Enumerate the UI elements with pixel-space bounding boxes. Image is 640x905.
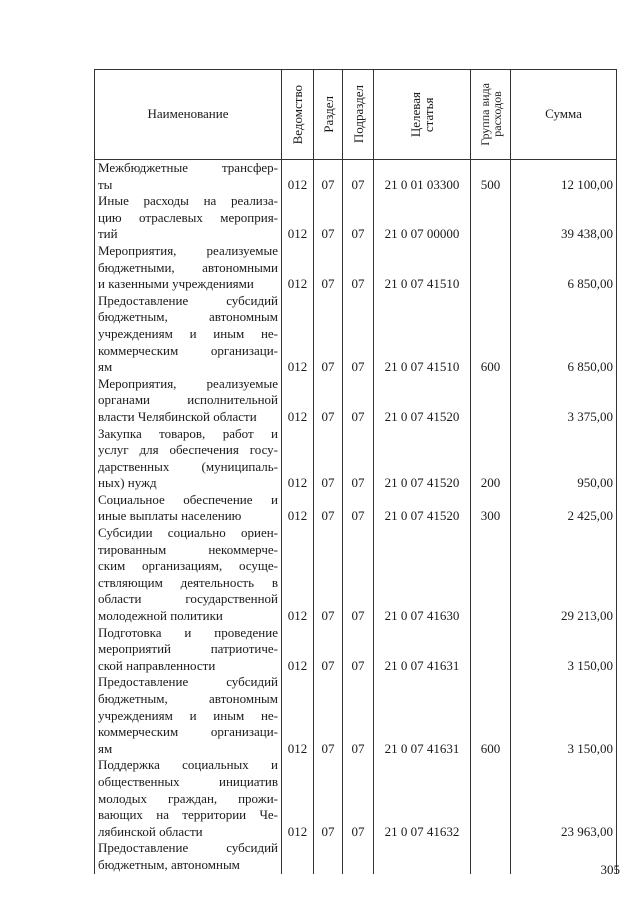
header-dept: Ведомство	[282, 70, 314, 160]
name-line: молодых граждан, прожи-	[98, 790, 278, 806]
cell-dept: 012	[282, 193, 314, 243]
cell-section: 07	[314, 293, 343, 376]
cell-target	[374, 840, 471, 873]
name-line: Мероприятия, реализуемые	[98, 375, 278, 391]
cell-section: 07	[314, 492, 343, 525]
cell-target: 21 0 07 41520	[374, 426, 471, 492]
cell-name	[95, 625, 282, 675]
name-line: Социальное обеспечение и	[98, 491, 278, 507]
cell-name	[95, 376, 282, 426]
cell-name	[95, 160, 282, 194]
cell-target: 21 0 07 41631	[374, 625, 471, 675]
name-line: коммерческим организаци-	[98, 724, 278, 740]
cell-dept: 012	[282, 492, 314, 525]
table-row	[95, 160, 617, 194]
name-line: цию отраслевых мероприя-	[98, 209, 278, 225]
name-line: учреждениям и иным не-	[98, 325, 278, 341]
cell-dept: 012	[282, 376, 314, 426]
cell-dept: 012	[282, 625, 314, 675]
cell-group: 300	[471, 492, 511, 525]
cell-dept: 012	[282, 757, 314, 840]
name-line: тий	[98, 226, 118, 242]
cell-dept: 012	[282, 674, 314, 757]
name-line: Закупка товаров, работ и	[98, 425, 278, 441]
table-row	[95, 243, 617, 293]
name-line: лябинской области	[98, 823, 203, 839]
cell-name	[95, 674, 282, 757]
name-line: вающих на территории Че-	[98, 807, 278, 823]
table-row	[95, 376, 617, 426]
cell-sum: 950,00	[511, 426, 617, 492]
cell-sum: 23 963,00	[511, 757, 617, 840]
name-line: ям	[98, 359, 113, 375]
table-body	[95, 160, 617, 874]
name-line: ям	[98, 740, 113, 756]
cell-name	[95, 525, 282, 625]
cell-dept: 012	[282, 243, 314, 293]
cell-target: 21 0 07 41520	[374, 376, 471, 426]
cell-section: 07	[314, 674, 343, 757]
name-line: Мероприятия, реализуемые	[98, 242, 278, 258]
cell-target: 21 0 01 03300	[374, 160, 471, 194]
cell-target: 21 0 07 41632	[374, 757, 471, 840]
name-line: мероприятий патриотиче-	[98, 641, 278, 657]
cell-section: 07	[314, 193, 343, 243]
cell-subsection: 07	[343, 674, 374, 757]
cell-group	[471, 525, 511, 625]
cell-section	[314, 840, 343, 873]
name-line: Предоставление субсидий	[98, 840, 278, 856]
name-line: Поддержка социальных и	[98, 757, 278, 773]
cell-section: 07	[314, 160, 343, 194]
cell-target: 21 0 07 41510	[374, 293, 471, 376]
cell-section: 07	[314, 426, 343, 492]
name-line: Иные расходы на реализа-	[98, 193, 278, 209]
cell-target: 21 0 07 41520	[374, 492, 471, 525]
name-line: бюджетным, автономным	[98, 856, 240, 872]
cell-dept: 012	[282, 293, 314, 376]
cell-section: 07	[314, 625, 343, 675]
cell-subsection: 07	[343, 426, 374, 492]
cell-group	[471, 757, 511, 840]
cell-sum: 3 150,00	[511, 674, 617, 757]
cell-subsection: 07	[343, 160, 374, 194]
cell-group: 200	[471, 426, 511, 492]
name-line: общественных инициатив	[98, 773, 278, 789]
name-line: тированным некоммерче-	[98, 541, 278, 557]
cell-subsection: 07	[343, 293, 374, 376]
budget-table	[94, 69, 617, 874]
cell-subsection: 07	[343, 625, 374, 675]
cell-name	[95, 426, 282, 492]
cell-dept: 012	[282, 160, 314, 194]
cell-name	[95, 492, 282, 525]
name-line: бюджетным, автономным	[98, 309, 278, 325]
table-row	[95, 525, 617, 625]
table-row	[95, 193, 617, 243]
cell-name	[95, 193, 282, 243]
name-line: коммерческим организаци-	[98, 342, 278, 358]
name-line: Подготовка и проведение	[98, 624, 278, 640]
name-line: бюджетным, автономным	[98, 691, 278, 706]
cell-sum: 39 438,00	[511, 193, 617, 243]
cell-target: 21 0 07 41631	[374, 674, 471, 757]
name-line: учреждениям и иным не-	[98, 707, 278, 723]
header-subsection: Подраздел	[343, 70, 374, 160]
name-line: власти Челябинской области	[98, 408, 257, 424]
cell-dept: 012	[282, 525, 314, 625]
name-line: Субсидии социально ориен-	[98, 525, 278, 541]
name-line: области государственной	[98, 591, 278, 607]
table-row	[95, 625, 617, 675]
cell-sum: 12 100,00	[511, 160, 617, 194]
cell-section: 07	[314, 757, 343, 840]
cell-subsection: 07	[343, 243, 374, 293]
name-line: Межбюджетные трансфер-	[98, 160, 278, 175]
cell-section: 07	[314, 376, 343, 426]
cell-sum: 6 850,00	[511, 293, 617, 376]
cell-group	[471, 193, 511, 243]
cell-group	[471, 840, 511, 873]
cell-name	[95, 243, 282, 293]
cell-subsection	[343, 840, 374, 873]
header-group: Группа вида расходов	[471, 70, 511, 160]
header-section: Раздел	[314, 70, 343, 160]
cell-group	[471, 243, 511, 293]
cell-subsection: 07	[343, 376, 374, 426]
cell-sum: 6 850,00	[511, 243, 617, 293]
header-name: Наименование	[95, 70, 282, 160]
cell-sum: 3 375,00	[511, 376, 617, 426]
table-row	[95, 840, 617, 873]
cell-section: 07	[314, 525, 343, 625]
name-line: бюджетными, автономными	[98, 259, 278, 275]
name-line: молодежной политики	[98, 608, 223, 624]
name-line: ных) нужд	[98, 475, 157, 491]
cell-sum: 3 150,00	[511, 625, 617, 675]
cell-group	[471, 625, 511, 675]
name-line: органами исполнительной	[98, 392, 278, 408]
name-line: иные выплаты населению	[98, 508, 242, 524]
cell-target: 21 0 07 00000	[374, 193, 471, 243]
cell-target: 21 0 07 41510	[374, 243, 471, 293]
name-line: и казенными учреждениями	[98, 276, 254, 292]
table-header-row	[95, 70, 617, 160]
cell-dept	[282, 840, 314, 873]
cell-dept: 012	[282, 426, 314, 492]
name-line: ским организациям, осуще-	[98, 558, 278, 574]
cell-group: 600	[471, 293, 511, 376]
cell-name	[95, 293, 282, 376]
header-sum: Сумма	[511, 70, 617, 160]
table-row	[95, 674, 617, 757]
cell-name	[95, 757, 282, 840]
table-row	[95, 426, 617, 492]
name-line: ствляющим деятельность в	[98, 574, 278, 590]
header-target: Целевая статья	[374, 70, 471, 160]
cell-group: 500	[471, 160, 511, 194]
page-number: 305	[600, 862, 620, 877]
table-row	[95, 757, 617, 840]
name-line: ской направленности	[98, 657, 216, 673]
name-line: ты	[98, 176, 113, 192]
name-line: услуг для обеспечения госу-	[98, 442, 278, 458]
table-row	[95, 492, 617, 525]
cell-sum: 29 213,00	[511, 525, 617, 625]
table-row	[95, 293, 617, 376]
name-line: Предоставление субсидий	[98, 674, 278, 690]
name-line: Предоставление субсидий	[98, 292, 278, 308]
cell-group	[471, 376, 511, 426]
name-line: дарственных (муниципаль-	[98, 458, 278, 474]
cell-name	[95, 840, 282, 873]
cell-subsection: 07	[343, 757, 374, 840]
cell-subsection: 07	[343, 525, 374, 625]
cell-subsection: 07	[343, 492, 374, 525]
cell-subsection: 07	[343, 193, 374, 243]
cell-group: 600	[471, 674, 511, 757]
cell-sum: 2 425,00	[511, 492, 617, 525]
cell-section: 07	[314, 243, 343, 293]
cell-target: 21 0 07 41630	[374, 525, 471, 625]
